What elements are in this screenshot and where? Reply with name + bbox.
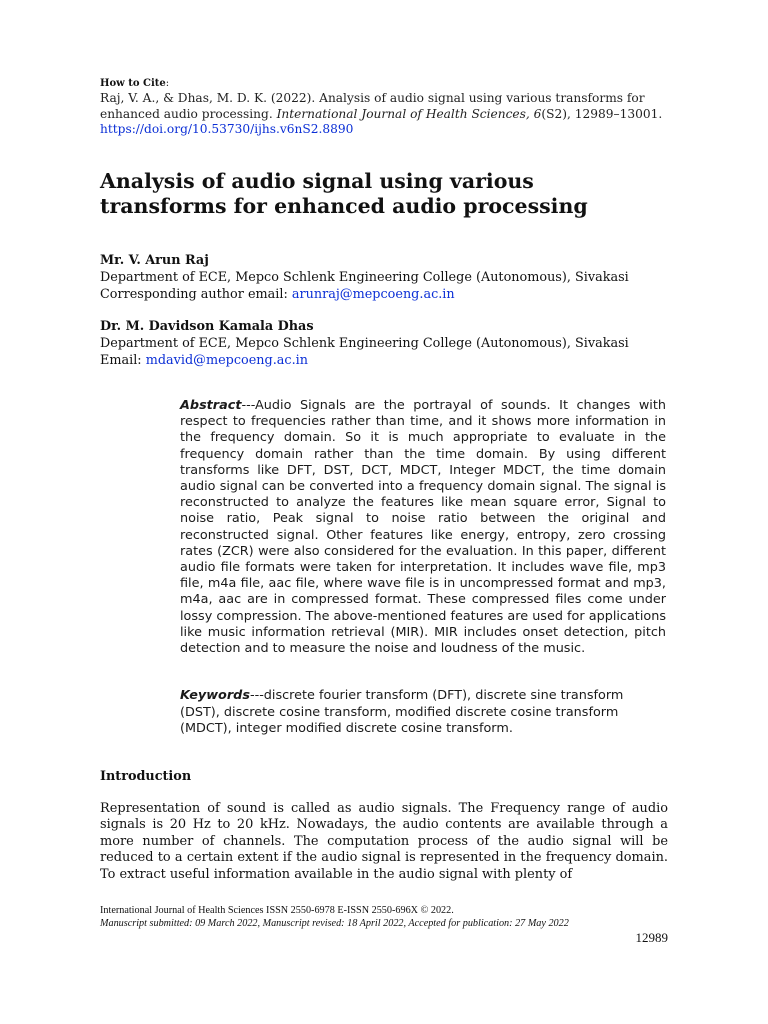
citation-heading-colon: :	[165, 78, 170, 89]
page-footer	[100, 905, 668, 930]
paper-title: Analysis of audio signal using various transforms for enhanced audio processing	[100, 169, 588, 218]
author-block-1	[100, 252, 700, 303]
citation-heading	[100, 77, 670, 91]
citation-pages: (S2), 12989–13001.	[541, 106, 663, 121]
citation-text	[100, 91, 670, 138]
author-affiliation: Department of ECE, Mepco Schlenk Engineering College (Autonomous), Sivakasi	[100, 336, 629, 351]
abstract	[180, 398, 666, 657]
footer-journal-line: International Journal of Health Sciences ISSN 2550-6978 E-ISSN 2550-696X © 2022.	[100, 905, 454, 916]
doi-link[interactable]: https://doi.org/10.53730/ijhs.v6nS2.8890	[100, 122, 354, 136]
author-email-link[interactable]: arunraj@mepcoeng.ac.in	[291, 287, 455, 302]
author-name: Dr. M. Davidson Kamala Dhas	[100, 319, 314, 334]
citation-block	[100, 77, 670, 138]
author-affiliation: Department of ECE, Mepco Schlenk Engineering College (Autonomous), Sivakasi	[100, 270, 629, 285]
author-email-link[interactable]: mdavid@mepcoeng.ac.in	[145, 353, 308, 368]
citation-journal: International Journal of Health Sciences, 6	[276, 106, 542, 121]
author-email-line	[100, 352, 700, 369]
author-name: Mr. V. Arun Raj	[100, 253, 209, 268]
citation-heading-label: How to Cite	[100, 78, 166, 89]
keywords-text: ---discrete fourier transform (DFT), discrete sine transform (DST), discrete cosine transform, modified discrete cosine transform (MDCT), integer modified discrete cosine transform.	[180, 688, 624, 736]
abstract-label: Abstract	[180, 398, 242, 413]
author-block-2	[100, 318, 700, 369]
introduction-paragraph: Representation of sound is called as audio signals. The Frequency range of audio signals is 20 Hz to 20 kHz. Nowadays, the audio contents are available through a more number of channels. The computation process of the audio signal will be reduced to a certain extent if the audio signal is represented in the frequency domain. To extract useful information available in the audio signal with plenty of	[100, 801, 668, 882]
keywords	[180, 688, 666, 738]
section-heading-introduction: Introduction	[100, 769, 192, 784]
author-email-label: Email:	[100, 353, 142, 368]
citation-reference: Raj, V. A., & Dhas, M. D. K. (2022). Analysis of audio signal using various transforms for enhanced audio processing.	[100, 91, 645, 121]
author-email-line	[100, 286, 700, 303]
footer-dates-line: Manuscript submitted: 09 March 2022, Manuscript revised: 18 April 2022, Accepted for publication: 27 May 2022	[100, 917, 569, 929]
keywords-label: Keywords	[180, 688, 250, 703]
page-number: 12989	[635, 930, 668, 945]
abstract-text: ---Audio Signals are the portrayal of sounds. It changes with respect to frequencies rather than time, and it shows more information in the frequency domain. So it is much appropriate to evaluate in the frequency domain rather than the time domain. By using different transforms like DFT, DST, DCT, MDCT, Integer MDCT, the time domain audio signal can be converted into a frequency domain signal. The signal is reconstructed to analyze the features like mean square error, Signal to noise ratio, Peak signal to noise ratio between the original and reconstructed signal. Other features like energy, entropy, zero crossing rates (ZCR) were also considered for the evaluation. In this paper, different audio file formats were taken for interpretation. It includes wave file, mp3 file, m4a file, aac file, where wave file is in uncompressed format and mp3, m4a, aac are in compressed format. These compressed files come under lossy compression. The above-mentioned features are used for applications like music information retrieval (MIR). MIR includes onset detection, pitch detection and to measure the noise and loudness of the music.	[180, 398, 666, 657]
author-email-label: Corresponding author email:	[100, 287, 288, 302]
